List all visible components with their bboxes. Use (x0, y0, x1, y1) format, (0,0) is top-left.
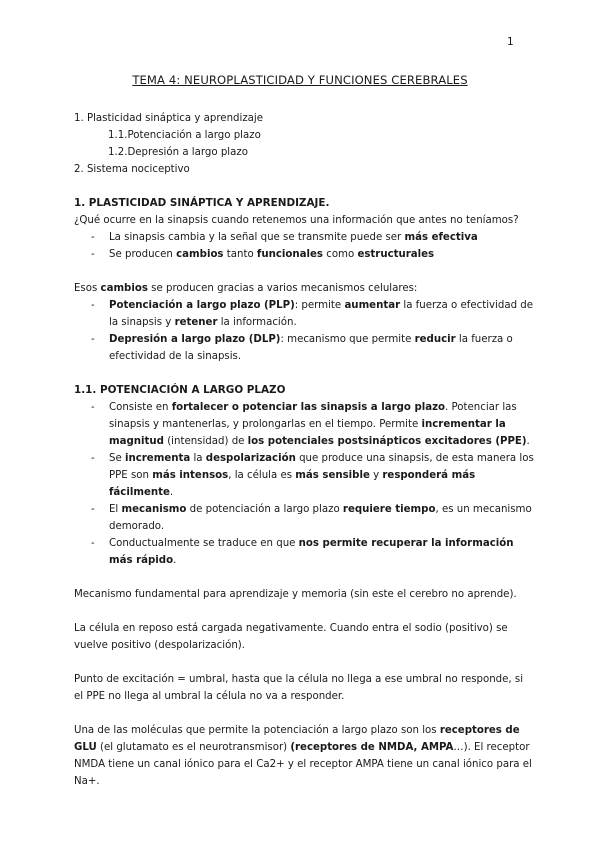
mechanisms-list (74, 297, 534, 365)
toc-item-1: 1. Plasticidad sináptica y aprendizaje (74, 113, 264, 124)
section-1-bullets (74, 229, 534, 263)
page-number: 1 (507, 36, 514, 48)
toc-item-2: 2. Sistema nociceptivo (74, 164, 190, 175)
paragraph-receptors: Una de las moléculas que permite la potenciación a largo plazo son los receptores de GLU (el glutamato es el neurotransmisor) (receptores de NMDA, AMPA…). El receptor NMDA tiene un canal iónico para el Ca2+ y el receptor AMPA tiene un canal iónico para el Na+. (74, 725, 532, 787)
section-1-1-bullets (74, 399, 534, 569)
bullet-item: - La sinapsis cambia y la señal que se transmite puede ser más efectiva (74, 229, 534, 246)
bullet-item-plp: - Potenciación a largo plazo (PLP): permite aumentar la fuerza o efectividad de la sinapsis y retener la información. (74, 297, 534, 331)
toc-item-1-1: 1.1.Potenciación a largo plazo (108, 130, 261, 141)
bullet-item: - Se producen cambios tanto funcionales como estructurales (74, 246, 534, 263)
bullet-item-dlp: - Depresión a largo plazo (DLP): mecanismo que permite reducir la fuerza o efectividad de la sinapsis. (74, 331, 534, 365)
bullet-item: - Consiste en fortalecer o potenciar las sinapsis a largo plazo. Potenciar las sinapsis y mantenerlas, y prolongarlas en el tiempo. Permite incrementar la magnitud (intensidad) de los potenciales postsinápticos excitadores (PPE). (74, 399, 534, 450)
paragraph-mechanism: Mecanismo fundamental para aprendizaje y memoria (sin este el cerebro no aprende). (74, 589, 517, 600)
bullet-item: - El mecanismo de potenciación a largo plazo requiere tiempo, es un mecanismo demorado. (74, 501, 534, 535)
bullet-item: - Se incrementa la despolarización que produce una sinapsis, de esta manera los PPE son más intensos, la célula es más sensible y responderá más fácilmente. (74, 450, 534, 501)
document-title: TEMA 4: NEUROPLASTICIDAD Y FUNCIONES CEREBRALES (132, 73, 468, 87)
paragraph-resting-cell: La célula en reposo está cargada negativamente. Cuando entra el sodio (positivo) se vuelve positivo (despolarización). (74, 623, 508, 651)
paragraph-threshold: Punto de excitación = umbral, hasta que la célula no llega a ese umbral no responde, si el PPE no llega al umbral la célula no va a responder. (74, 674, 524, 702)
section-1-1-heading: 1.1. POTENCIACIÓN A LARGO PLAZO (74, 384, 286, 396)
section-1-heading: 1. PLASTICIDAD SINÁPTICA Y APRENDIZAJE. (74, 197, 330, 209)
bullet-item: - Conductualmente se traduce en que nos permite recuperar la información más rápido. (74, 535, 534, 569)
section-1-question: ¿Qué ocurre en la sinapsis cuando retenemos una información que antes no teníamos? (74, 215, 519, 226)
document-body (74, 110, 534, 790)
toc-item-1-2: 1.2.Depresión a largo plazo (108, 147, 248, 158)
mechanisms-intro: Esos cambios se producen gracias a varios mecanismos celulares: (74, 283, 418, 294)
